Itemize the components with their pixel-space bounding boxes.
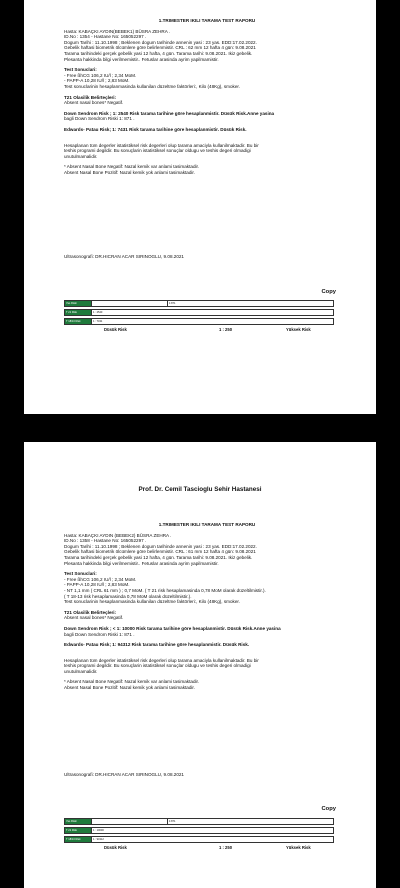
nt-line: - NT 1,1 mm ( CRL 61 mm ) ; 0,7 MoM. ( T 21 risk hesaplamasinda 0,78 MoM olarak düzeltilmistir.).	[64, 587, 266, 593]
risk-bar-label: Yas Riski	[65, 301, 91, 306]
risk-bar-age	[64, 818, 334, 825]
fbhcg-line: - Free ßhCG 106,2 IU/l ; 2,34 MoM.	[64, 72, 137, 78]
risk-bar-age	[64, 300, 334, 307]
down-risk-line-2: bagli Down Sendrom Riski 1: 871 .	[64, 116, 135, 122]
birth-date-line: Dogum Tarihi : 11.10.1998 ; Beklenen dogum tarihinde annenin yasi : 23 yas. EDD:17.02.2022.	[64, 39, 257, 45]
note-negative: * Absent Nasal Bone Negatif: Nazal kemik var anlami tasimaktadir.	[64, 679, 200, 685]
axis-mid: 1 : 250	[219, 845, 233, 850]
risk-bars-1	[64, 300, 334, 333]
pappa-line: - PAPP-A 10,28 IU/l ; 2,83 MoM.	[64, 582, 130, 588]
report-page-1	[24, 0, 376, 414]
biometry-line: Gebelik haftasi biometrik ölcümlere göre belirlenmistir. CRL : 61 mm 12 hafta 4 gün: 9.08.2021	[64, 549, 256, 555]
report-body-1	[64, 18, 350, 175]
t21-marker: Absent nasal bones* Negatif.	[64, 615, 124, 621]
biometry-line: Gebelik haftasi biometrik ölcümlere göre belirlenmistir. CRL : 62 mm 12 hafta 4 gün: 9.08.2021	[64, 45, 256, 51]
results-heading: Test Sonuclari:	[64, 571, 97, 577]
t21-heading: T21 Olasilik Belirteçleri:	[64, 609, 117, 615]
t21-heading: T21 Olasilik Belirteçleri:	[64, 94, 117, 100]
patient-name: Hasta: KABAÇKI AYDIN (BEBEK2) BÜSRA ZEHRA .	[64, 532, 172, 538]
fbhcg-line: - Free ßhCG 106,2 IU/l ; 2,34 MoM.	[64, 576, 137, 582]
placenta-line: Plesanta hakkinda bilgi verilmemistir.. Fetuslar arasinda ayrim yapilmamistir.	[64, 560, 219, 566]
t21-marker: Absent nasal bones* Negatif.	[64, 100, 124, 106]
risk-bar-value: 1 : 7431	[91, 319, 113, 324]
note-positive: Absent Nasal Bone Pozitif: Nazal kemik yok anlami tasimaktadir.	[64, 685, 195, 691]
disclaimer-2: teshis programi degildir. Bu sonuçlarin istatistiksel sonuçlar oldugu ve teshis degeri olmadigi	[64, 148, 251, 154]
pappa-line: - PAPP-A 10,28 IU/l ; 2,83 MoM.	[64, 78, 130, 84]
risk-bar-value	[91, 301, 113, 306]
risk-bar-mark: 1:871	[169, 820, 176, 823]
report-title: 1.TRIMESTER IKILI TARAMA TEST RAPORU	[158, 18, 256, 23]
risk-bar-label: T 21 Risk	[65, 310, 91, 315]
axis-low: Düsük Risk	[104, 327, 127, 332]
patient-ids: ID.No : 1354 - Hastane No: 165052297 .	[64, 34, 147, 40]
risk-axis	[64, 327, 334, 333]
disclaimer-2: teshis programi degildir. Bu sonuçlarin istatistiksel sonuçlar oldugu ve teshis degeri olmadigi	[64, 663, 251, 669]
edwards-risk-line: Edwards- Patau Risk; 1: 7431 Risk tarama tarihine göre hesaplanmistir. Düsük Risk.	[64, 126, 247, 132]
disclaimer-1: Hesaplanan tüm degerler istatistiksel risk degerleri olup tarama amaciyla kullanilmaktadir. Bu bir	[64, 142, 259, 148]
sonographer-line	[64, 772, 350, 778]
results-heading: Test Sonuclari:	[64, 67, 97, 73]
report-title: 1.TRIMESTER IKILI TARAMA TEST RAPORU	[158, 522, 256, 527]
report-page-2	[24, 442, 376, 888]
axis-high: Yüksek Risk	[286, 845, 311, 850]
risk-axis	[64, 845, 334, 851]
risk-bar-value: 1 : 10000	[91, 828, 113, 833]
axis-mid: 1 : 250	[219, 327, 233, 332]
correction-line: Test sonuclarinin hesaplanmasinda kullanilan düzeltme faktörleri:, Kilo (48Kg), smoker.	[64, 599, 240, 605]
disclaimer-3: unutulmamalidir.	[64, 668, 98, 674]
copy-label: Copy	[321, 806, 336, 812]
risk-bar-value: 1 : 2540	[91, 310, 113, 315]
risk-bar-value: 1 : 94312	[91, 837, 113, 842]
down-risk-line: Down Sendrom Risk ; < 1: 10000 Risk tarama tarihine göre hesaplanmistir. Düsük Risk.Anne yasina	[64, 625, 281, 631]
birth-date-line: Dogum Tarihi : 11.10.1998 ; Beklenen dogum tarihinde annenin yasi : 23 yas. EDD:17.02.2022.	[64, 543, 257, 549]
report-body-2	[64, 522, 350, 691]
risk-bar-value	[91, 819, 113, 824]
scan-line: Tarama tarihindeki gerçek gebelik yasi 12 hafta, 4 gün. Tarama tarihi: 9.08.2021. Ikiz gebelik.	[64, 554, 253, 560]
placenta-line: Plesanta hakkinda bilgi verilmemistir.. Fetuslar arasinda ayrim yapilmamistir.	[64, 56, 219, 62]
note-negative: * Absent Nasal Bone Negatif: Nazal kemik var anlami tasimaktadir.	[64, 164, 200, 170]
note-positive: Absent Nasal Bone Pozitif: Nazal kemik yok anlami tasimaktadir.	[64, 169, 195, 175]
risk-bars-2	[64, 818, 334, 851]
down-risk-line-2: bagli Down Sendrom Riski 1: 871 .	[64, 631, 135, 637]
disclaimer-3: unutulmamalidir.	[64, 153, 98, 159]
risk-bar-t18	[64, 318, 334, 325]
correction-line: Test sonuclarinin hesaplanmasinda kullanilan düzeltme faktörleri:, Kilo (48Kg), smoker.	[64, 83, 240, 89]
risk-bar-label: T 18/13 Risk	[65, 837, 91, 842]
patient-name: Hasta: KABAÇKI AYDIN(BEBEK1) BÜSRA ZEHRA .	[64, 28, 171, 34]
disclaimer-1: Hesaplanan tüm degerler istatistiksel risk degerleri olup tarama amaciyla kullanilmaktadir. Bu bir	[64, 657, 259, 663]
axis-high: Yüksek Risk	[286, 327, 311, 332]
nt-line-2: ( T 18-13 risk hesaplamasinda 0,78 MoM olarak düzeltilmistir.).	[64, 593, 192, 599]
risk-bar-t18	[64, 836, 334, 843]
risk-bar-t21	[64, 309, 334, 316]
scan-line: Tarama tarihindeki gerçek gebelik yasi 12 hafta, 4 gün. Tarama tarihi: 9.08.2021. Ikiz gebelik.	[64, 50, 253, 56]
sonographer-line	[64, 254, 350, 260]
risk-bar-t21	[64, 827, 334, 834]
hospital-name: Prof. Dr. Cemil Tascioglu Sehir Hastanesi	[138, 486, 262, 493]
risk-bar-label: T 21 Risk	[65, 828, 91, 833]
copy-label: Copy	[321, 289, 336, 295]
axis-low: Düsük Risk	[104, 845, 127, 850]
sonographer-text: Ultrasonografi: DR.HICRAN ACAR SIRINOGLU, 9.08.2021	[64, 772, 184, 777]
risk-bar-label: T 18/13 Risk	[65, 319, 91, 324]
patient-ids: ID.No : 1358 - Hastane No: 165052297 .	[64, 538, 147, 544]
edwards-risk-line: Edwards- Patau Risk; 1: 94312 Risk tarama tarihine göre hesaplanmistir. Düsük Risk.	[64, 642, 250, 648]
sonographer-text: Ultrasonografi: DR.HICRAN ACAR SIRINOGLU, 9.08.2021	[64, 254, 184, 259]
risk-bar-mark: 1:871	[169, 302, 176, 305]
down-risk-line: Down Sendrom Risk ; 1: 2540 Risk tarama tarihine göre hesaplanmistir. Düsük Risk.Anne yasina	[64, 110, 275, 116]
risk-bar-label: Yas Riski	[65, 819, 91, 824]
